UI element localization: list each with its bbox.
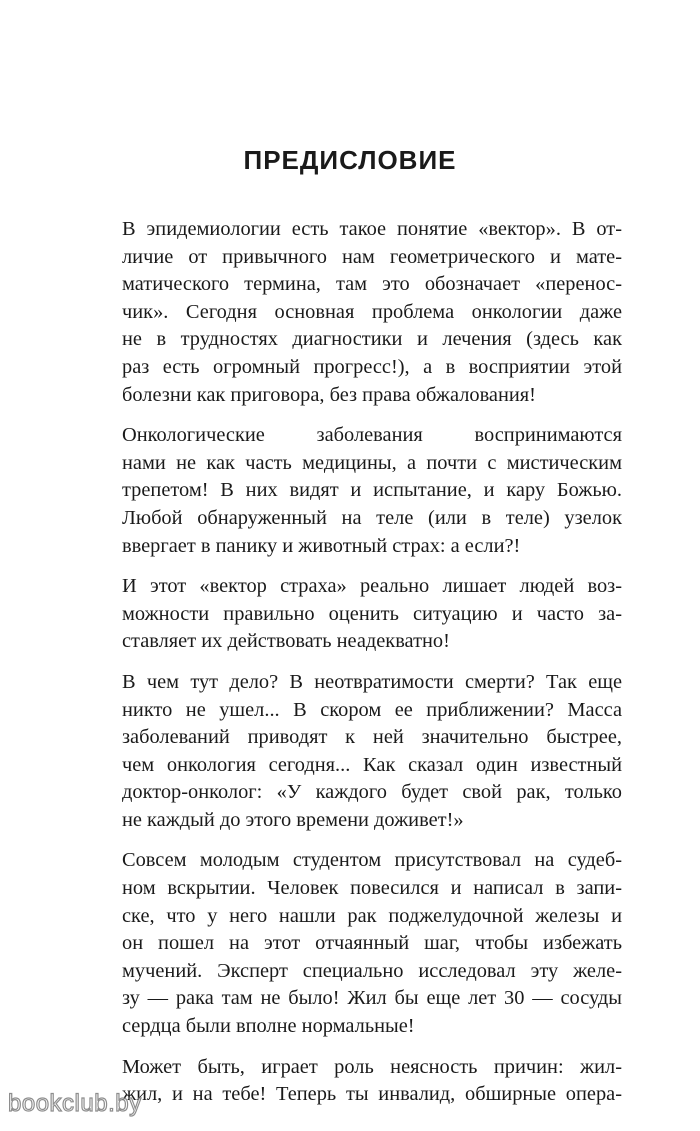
paragraph <box>122 422 622 560</box>
text-line: И этот «вектор страха» реально лишает людей воз- <box>122 575 622 598</box>
paragraph <box>122 216 622 409</box>
text-line: можности правильно оценить ситуацию и часто за- <box>122 602 622 625</box>
text-line: Любой обнаруженный на теле (или в теле) узелок <box>122 506 622 529</box>
text-line: болезни как приговора, без права обжалования! <box>122 383 536 406</box>
text-line: личие от привычного нам геометрического и мате- <box>122 245 622 268</box>
text-line: доктор-онколог: «У каждого будет свой рак, только <box>122 781 622 804</box>
text-line: В чем тут дело? В неотвратимости смерти? Так еще <box>122 670 622 693</box>
text-line: Онкологические заболевания воспринимаются <box>122 424 622 447</box>
text-line: чик». Сегодня основная проблема онкологии даже <box>122 300 622 323</box>
text-line: матического термина, там это обозначает «перенос- <box>122 273 622 296</box>
text-line: ске, что у него нашли рак поджелудочной железы и <box>122 904 622 927</box>
text-line: он пошел на этот отчаянный шаг, чтобы избежать <box>122 932 622 955</box>
text-line: сердца были вполне нормальные! <box>122 1015 415 1038</box>
paragraph <box>122 847 622 1040</box>
text-line: В эпидемиологии есть такое понятие «вектор». В от- <box>122 218 622 240</box>
text-line: жил, и на тебе! Теперь ты инвалид, обширные опера- <box>122 1083 622 1106</box>
text-line: ном вскрытии. Человек повесился и написал в запи- <box>122 877 622 900</box>
body-text <box>122 216 622 1122</box>
site-watermark: bookclub.by <box>8 1090 142 1117</box>
text-line: раз есть огромный прогресс!), а в восприятии этой <box>122 355 622 378</box>
text-line: чем онкология сегодня... Как сказал один известный <box>122 753 622 776</box>
paragraph <box>122 1054 622 1109</box>
chapter-title: ПРЕДИСЛОВИЕ <box>243 145 457 175</box>
text-line: Может быть, играет роль неясность причин: жил- <box>122 1055 622 1078</box>
text-line: ввергает в панику и животный страх: а если?! <box>122 534 521 557</box>
text-line: не в трудностях диагностики и лечения (здесь как <box>122 328 622 351</box>
text-line: заболеваний приводят к ней значительно быстрее, <box>122 726 622 749</box>
text-line: никто не ушел... В скором ее приближении? Масса <box>122 698 622 721</box>
paragraph <box>122 669 622 835</box>
text-line: не каждый до этого времени доживет!» <box>122 808 464 831</box>
paragraph <box>122 573 622 656</box>
text-line: нами не как часть медицины, а почти с мистическим <box>122 451 622 474</box>
text-line: зу — рака там не было! Жил бы еще лет 30 — сосуды <box>122 987 622 1010</box>
text-line: ставляет их действовать неадекватно! <box>122 630 450 653</box>
text-line: Совсем молодым студентом присутствовал на судеб- <box>122 849 622 872</box>
text-line: мучений. Эксперт специально исследовал эту желе- <box>122 959 622 982</box>
text-line: трепетом! В них видят и испытание, и кару Божью. <box>122 479 622 502</box>
